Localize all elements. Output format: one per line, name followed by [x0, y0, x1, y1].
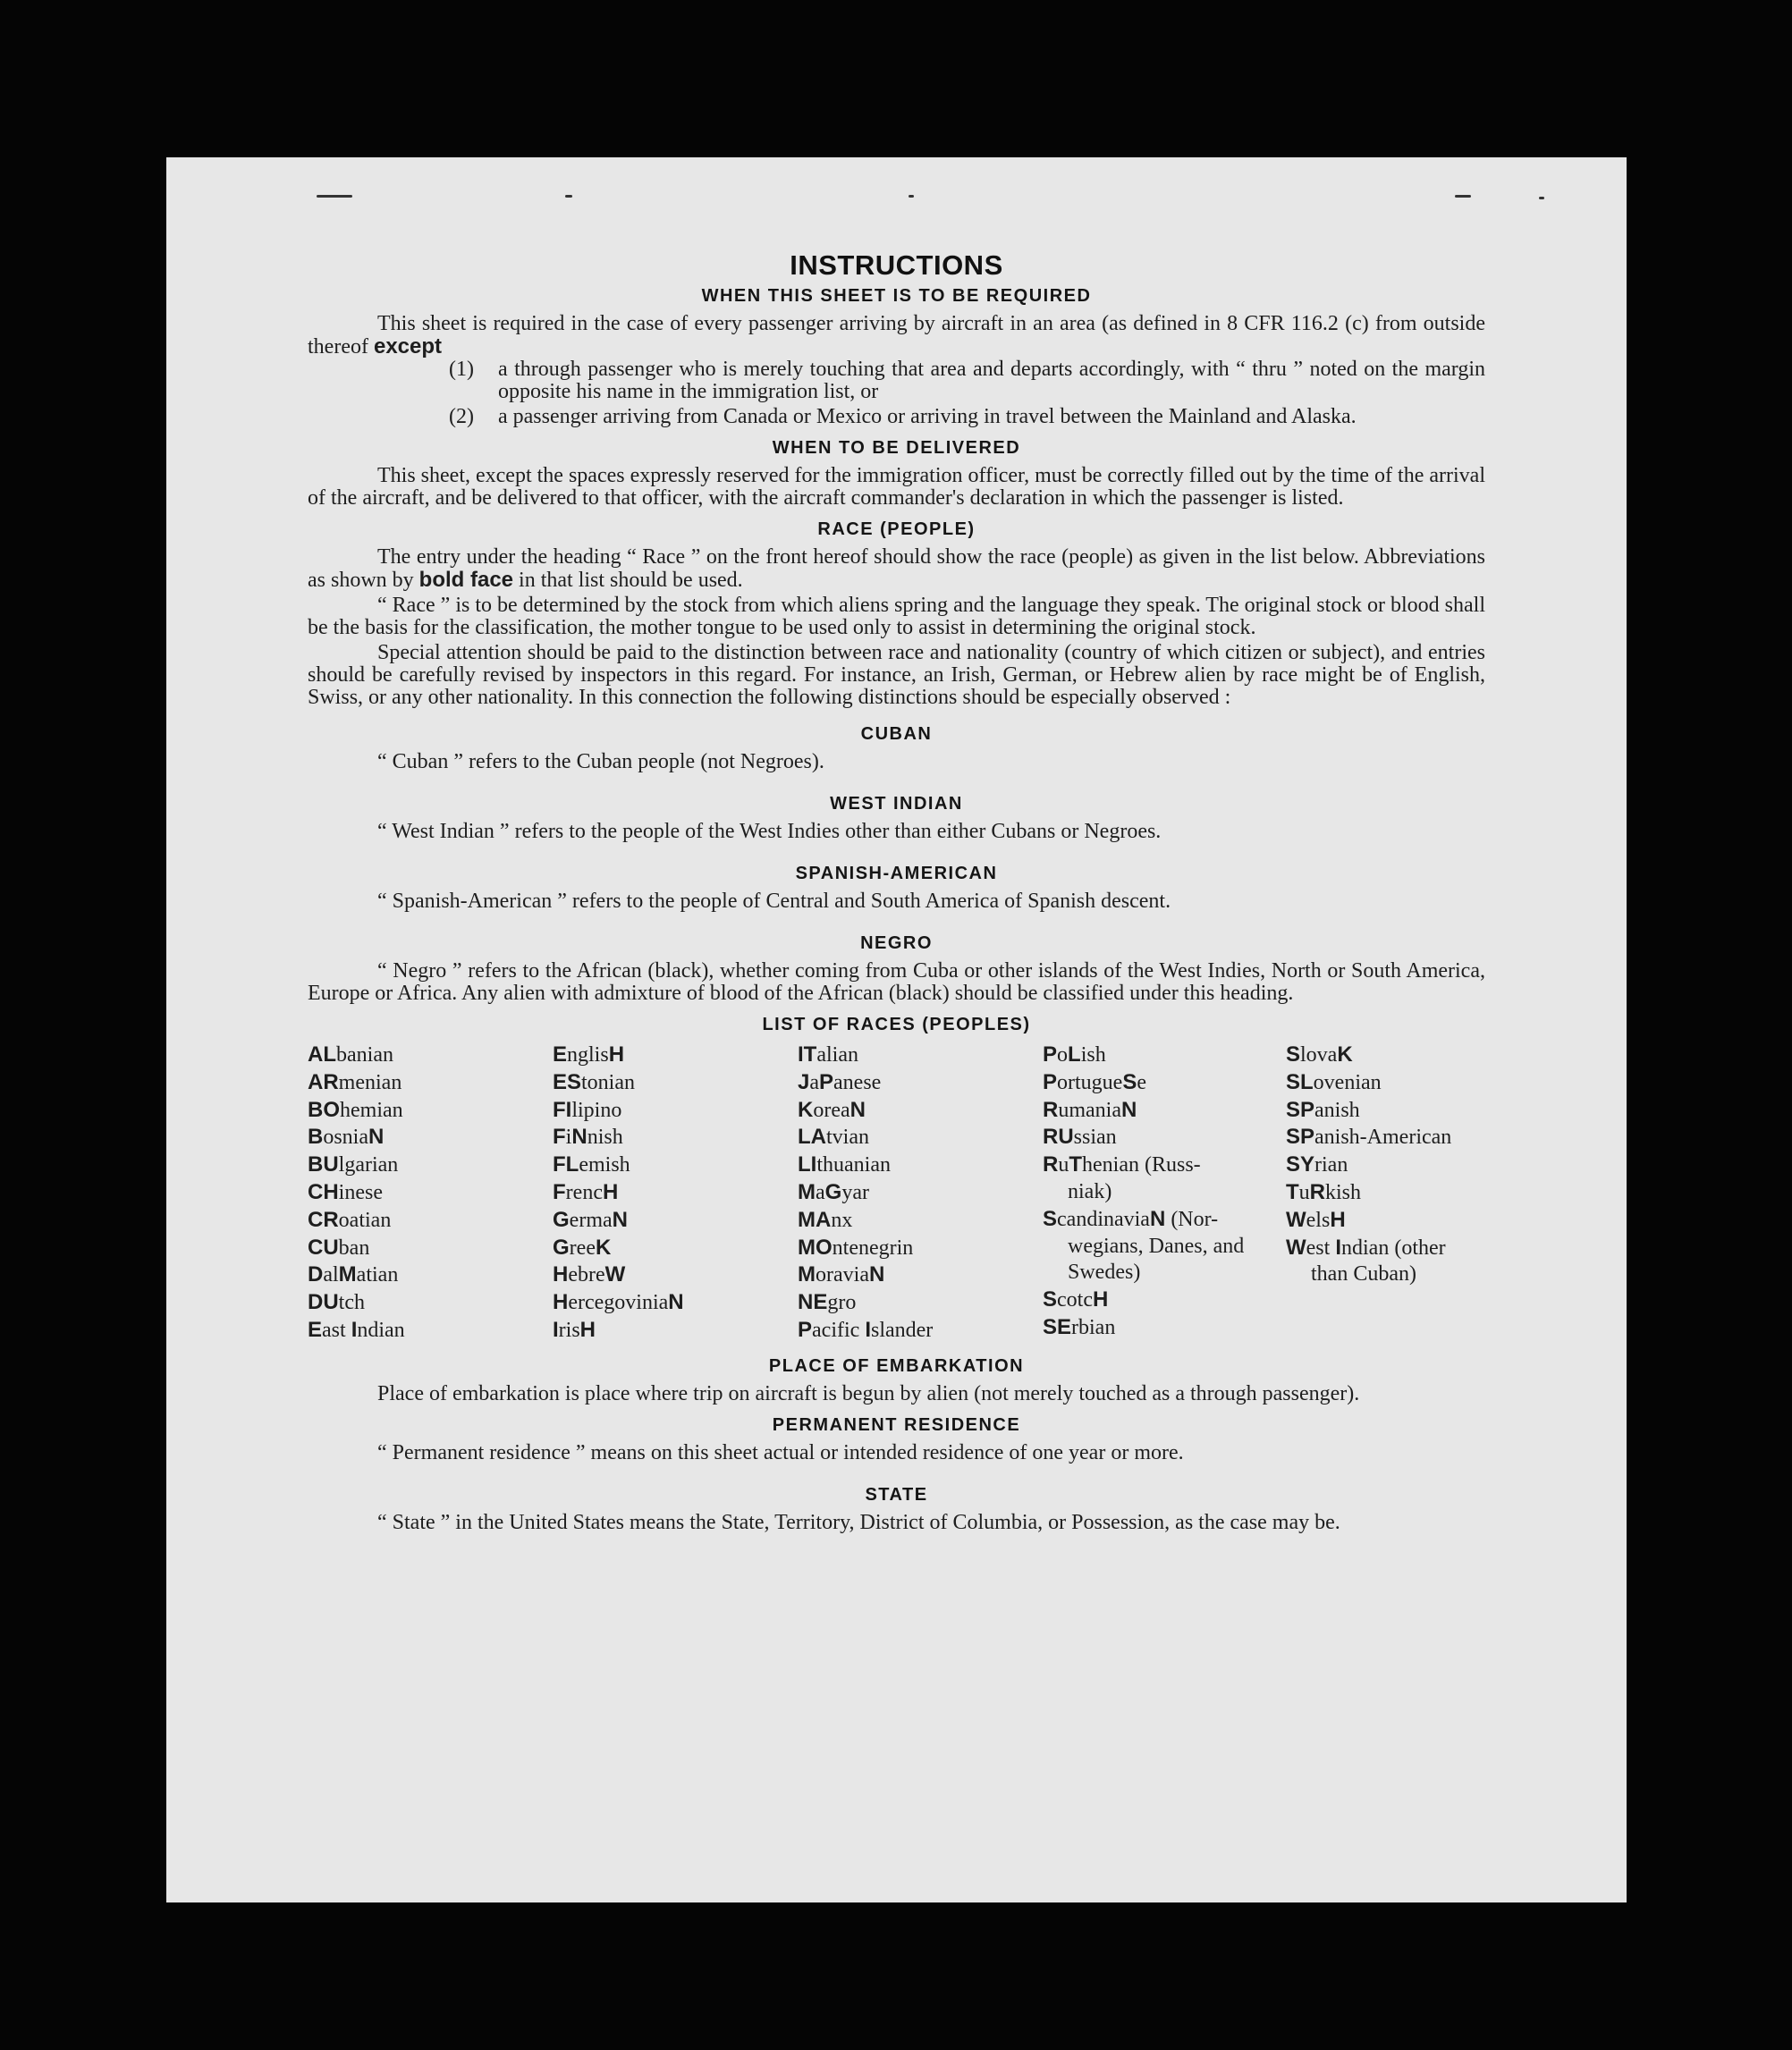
race-entry — [1043, 1287, 1286, 1314]
exception-1 — [449, 359, 1485, 403]
race-abbreviation: B — [308, 1125, 324, 1150]
race-text: o — [1057, 1043, 1069, 1067]
race-entry — [798, 1069, 1043, 1097]
race-text: nglis — [567, 1043, 609, 1067]
race-paragraph-3: Special attention should be paid to the distinction between race and nationality (country of which citizen or subject), and entries should be carefully revised by inspectors in this regard. For instance, an Irish, German, or Hebrew alien by race might be of English, Swiss, or any other nationality. In this connection the following distinctions should be especially observed : — [308, 641, 1485, 709]
race-abbreviation: M — [338, 1262, 357, 1287]
race-text: ebre — [568, 1263, 605, 1287]
race-abbreviation: N — [668, 1290, 684, 1315]
west-indian-text: “ West Indian ” refers to the people of the West Indies other than either Cubans or Negroes. — [377, 820, 1162, 843]
race-abbreviation: ES — [553, 1069, 582, 1094]
race-entry — [1043, 1206, 1286, 1287]
race-entry — [553, 1317, 798, 1345]
heading-embarkation: PLACE OF EMBARKATION — [768, 1355, 1025, 1376]
race-abbreviation: K — [798, 1097, 814, 1122]
race-text: oravia — [816, 1263, 869, 1287]
races-column — [798, 1042, 1043, 1345]
race-entry — [308, 1124, 553, 1152]
race-text: osnia — [323, 1126, 369, 1150]
race-paragraph-2: “ Race ” is to be determined by the stock from which aliens spring and the language they speak. The original stock or blood shall be the basis for the classification, the mother tongue to be used only to assist in determining the original stock. — [308, 594, 1485, 639]
race-text: lova — [1300, 1043, 1338, 1067]
race-text: emish — [579, 1153, 630, 1177]
race-abbreviation: I — [865, 1317, 871, 1342]
race-abbreviation: LI — [798, 1152, 817, 1177]
state-text: “ State ” in the United States means the State, Territory, District of Columbia, or Possession, as the case may be. — [377, 1510, 1340, 1534]
race-abbreviation: W — [1286, 1235, 1306, 1260]
race-text: atian — [356, 1263, 399, 1287]
heading-spanish-american: SPANISH-AMERICAN — [795, 864, 998, 883]
race-abbreviation: S — [1043, 1206, 1058, 1231]
race-text: ndian (other — [1341, 1236, 1446, 1260]
except-bold: except — [373, 334, 443, 359]
race-abbreviation: P — [798, 1317, 813, 1342]
race-text: ndian — [357, 1318, 405, 1342]
heading-cuban: CUBAN — [860, 724, 933, 744]
race-abbreviation: D — [308, 1262, 324, 1287]
heading-list-of-races: LIST OF RACES (PEOPLES) — [762, 1015, 1031, 1034]
race-entry — [308, 1042, 553, 1069]
race-abbreviation: G — [553, 1235, 570, 1260]
races-column — [1043, 1042, 1286, 1345]
race-entry — [308, 1179, 553, 1207]
race-abbreviation: BO — [308, 1097, 340, 1122]
race-text: ish — [1080, 1043, 1106, 1067]
race-text: hemian — [340, 1098, 403, 1122]
race-abbreviation: K — [1337, 1042, 1353, 1067]
race-abbreviation: W — [1286, 1207, 1306, 1232]
race-bold-face: bold face — [418, 568, 514, 592]
race-text: cotc — [1057, 1288, 1093, 1312]
race-entry — [1286, 1042, 1486, 1069]
race-entry-continuation: niak) — [1068, 1179, 1112, 1203]
heading-permanent-residence: PERMANENT RESIDENCE — [772, 1414, 1021, 1435]
race-abbreviation: I — [351, 1317, 358, 1342]
race-entry — [553, 1124, 798, 1152]
races-list — [308, 1042, 1485, 1345]
race-abbreviation: SY — [1286, 1152, 1315, 1177]
race-entry — [798, 1235, 1043, 1262]
races-column — [553, 1042, 798, 1345]
race-entry — [308, 1235, 553, 1262]
page-title: INSTRUCTIONS — [790, 249, 1003, 281]
race-text: lipino — [571, 1098, 622, 1122]
race-abbreviation: R — [1043, 1152, 1059, 1177]
race-entry-continuation: than Cuban) — [1311, 1262, 1416, 1287]
race-text: ban — [338, 1236, 370, 1260]
race-entry — [1286, 1124, 1486, 1152]
race-text: a — [809, 1070, 820, 1094]
race-entry — [553, 1069, 798, 1097]
race-text: e — [1137, 1070, 1146, 1094]
race-text: oatian — [338, 1208, 392, 1232]
race-abbreviation: MO — [798, 1235, 833, 1260]
race-text: menian — [338, 1070, 402, 1094]
race-abbreviation: T — [1286, 1179, 1299, 1204]
race-entry — [798, 1317, 1043, 1345]
race-abbreviation: AR — [308, 1069, 339, 1094]
race-entry — [308, 1097, 553, 1125]
race-text: est — [1306, 1236, 1336, 1260]
race-abbreviation: N — [1149, 1206, 1166, 1231]
heading-race: RACE (PEOPLE) — [817, 519, 976, 539]
race-text: rian — [1314, 1153, 1348, 1177]
heading-when-required: WHEN THIS SHEET IS TO BE REQUIRED — [701, 286, 1092, 306]
race-abbreviation: G — [553, 1207, 570, 1232]
race-abbreviation: IT — [798, 1042, 817, 1067]
race-entry — [1286, 1069, 1486, 1097]
race-text: acific — [812, 1318, 866, 1342]
exception-2-text: a passenger arriving from Canada or Mexico or arriving in travel between the Mainland and Alaska. — [498, 405, 1357, 428]
race-abbreviation: J — [798, 1069, 810, 1094]
required-intro — [308, 313, 1485, 359]
race-entry — [798, 1042, 1043, 1069]
race-text: anish-American — [1314, 1126, 1452, 1150]
race-text: nx — [831, 1208, 853, 1232]
race-text: erma — [569, 1208, 613, 1232]
race-text: a — [816, 1180, 825, 1204]
race-abbreviation: N — [571, 1125, 587, 1150]
race-entry — [308, 1289, 553, 1317]
race-text: ree — [569, 1236, 596, 1260]
race-abbreviation: I — [1335, 1235, 1341, 1260]
race-text: al — [323, 1263, 339, 1287]
race-text: ast — [322, 1318, 351, 1342]
exception-2 — [449, 406, 1485, 428]
required-intro-text: This sheet is required in the case of every passenger arriving by aircraft in an area (as defined in 8 CFR 116.2 (c) from outside thereof — [308, 312, 1485, 359]
race-abbreviation: BU — [308, 1152, 339, 1177]
race-abbreviation: G — [824, 1179, 842, 1204]
race-text: tonian — [581, 1070, 636, 1094]
race-abbreviation: E — [553, 1042, 568, 1067]
race-abbreviation: I — [553, 1317, 559, 1342]
race-text: anish — [1314, 1098, 1360, 1122]
race-entry — [1043, 1069, 1286, 1097]
race-text: thuanian — [816, 1153, 891, 1177]
race-abbreviation: N — [612, 1207, 628, 1232]
race-entry — [1286, 1207, 1486, 1235]
race-abbreviation: T — [1069, 1152, 1083, 1177]
embarkation-text: Place of embarkation is place where trip on aircraft is begun by alien (not merely touched as a through passenger). — [377, 1381, 1360, 1405]
race-text: ssian — [1073, 1126, 1117, 1150]
race-entry — [308, 1069, 553, 1097]
cuban-text: “ Cuban ” refers to the Cuban people (not Negroes). — [377, 750, 824, 773]
race-text: gro — [827, 1291, 857, 1315]
residence-text: “ Permanent residence ” means on this sheet actual or intended residence of one year or more. — [377, 1440, 1184, 1464]
race-entry — [1286, 1097, 1486, 1125]
instruction-sheet — [166, 157, 1627, 1902]
race-abbreviation: R — [1043, 1097, 1059, 1122]
race-entry — [308, 1317, 553, 1345]
race-abbreviation: FL — [553, 1152, 579, 1177]
race-text: ortugue — [1057, 1070, 1123, 1094]
race-abbreviation: CU — [308, 1235, 339, 1260]
race-text: kish — [1325, 1180, 1362, 1204]
race-text: inese — [338, 1180, 383, 1204]
race-text: (Nor- — [1165, 1207, 1219, 1231]
race-entry — [798, 1179, 1043, 1207]
race-abbreviation: S — [1043, 1287, 1058, 1312]
race-abbreviation: AL — [308, 1042, 336, 1067]
race-abbreviation: H — [579, 1317, 596, 1342]
scan-speck — [909, 195, 914, 198]
race-paragraph-1 — [308, 546, 1485, 592]
race-entry — [553, 1042, 798, 1069]
race-abbreviation: K — [595, 1235, 612, 1260]
race-abbreviation: F — [553, 1125, 566, 1150]
race-abbreviation: DU — [308, 1290, 339, 1315]
race-text: umania — [1058, 1098, 1121, 1122]
heading-state: STATE — [865, 1484, 928, 1505]
race-text: slander — [870, 1318, 934, 1342]
race-entry — [308, 1207, 553, 1235]
race-text: tch — [338, 1291, 365, 1315]
race-abbreviation: H — [602, 1179, 619, 1204]
race-text: u — [1058, 1153, 1069, 1177]
negro-text: “ Negro ” refers to the African (black), whether coming from Cuba or other islands of the West Indies, North or South America, Europe or Africa. Any alien with admixture of blood of the African (black) should be classified under this heading. — [308, 959, 1485, 1005]
race-abbreviation: SP — [1286, 1125, 1315, 1150]
race-text: alian — [816, 1043, 858, 1067]
race-abbreviation: N — [850, 1097, 866, 1122]
race-text: i — [565, 1126, 572, 1150]
race-abbreviation: LA — [798, 1125, 826, 1150]
exception-1-number: (1) — [449, 358, 474, 381]
race-abbreviation: N — [368, 1125, 385, 1150]
race-abbreviation: H — [553, 1290, 569, 1315]
race-abbreviation: S — [1286, 1042, 1301, 1067]
race-entry — [553, 1097, 798, 1125]
race-abbreviation: L — [1068, 1042, 1081, 1067]
race-abbreviation: N — [868, 1262, 885, 1287]
race-text: lgarian — [338, 1153, 399, 1177]
race-entry — [553, 1207, 798, 1235]
race-text: ercegovinia — [568, 1291, 669, 1315]
race-abbreviation: H — [1330, 1207, 1346, 1232]
races-column — [308, 1042, 553, 1345]
race-entry-continuation: wegians, Danes, and Swedes) — [1068, 1234, 1245, 1285]
race-abbreviation: M — [798, 1179, 816, 1204]
race-entry — [553, 1152, 798, 1179]
race-abbreviation: SP — [1286, 1097, 1315, 1122]
race-entry — [1043, 1124, 1286, 1152]
race-text: banian — [336, 1043, 393, 1067]
scan-speck — [1455, 195, 1471, 198]
race-entry — [798, 1261, 1043, 1289]
race-abbreviation: P — [1043, 1069, 1058, 1094]
race-text: candinavia — [1057, 1207, 1150, 1231]
race-abbreviation: SE — [1043, 1314, 1072, 1339]
race-entry — [798, 1289, 1043, 1317]
scan-speck — [565, 195, 572, 198]
delivered-text: This sheet, except the spaces expressly reserved for the immigration officer, must be correctly filled out by the time of the arrival of the aircraft, and be delivered to that officer, with the aircraft commander's declaration in which the passenger is listed. — [308, 464, 1485, 510]
race-abbreviation: N — [1120, 1097, 1137, 1122]
spanish-american-text: “ Spanish-American ” refers to the people of Central and South America of Spanish descent. — [377, 890, 1171, 913]
race-abbreviation: CH — [308, 1179, 339, 1204]
scan-speck — [1539, 197, 1544, 199]
race-text: orea — [813, 1098, 850, 1122]
race-text: u — [1298, 1180, 1310, 1204]
race-entry — [1286, 1152, 1486, 1179]
race-entry — [1043, 1152, 1286, 1206]
race-abbreviation: W — [604, 1262, 626, 1287]
race-entry — [798, 1207, 1043, 1235]
race-entry — [798, 1124, 1043, 1152]
race-abbreviation: MA — [798, 1207, 832, 1232]
heading-negro: NEGRO — [860, 933, 933, 953]
exception-2-number: (2) — [449, 405, 474, 428]
race-entry — [1043, 1097, 1286, 1125]
race-entry — [553, 1289, 798, 1317]
race-abbreviation: F — [553, 1179, 566, 1204]
race-text: henian (Russ- — [1082, 1153, 1201, 1177]
race-abbreviation: P — [1043, 1042, 1058, 1067]
race-entry — [1043, 1314, 1286, 1342]
exception-1-text: a through passenger who is merely touching that area and departs accordingly, with “ thru ” noted on the margin opposite his name in the immigration list, or — [498, 358, 1485, 403]
race-abbreviation: SL — [1286, 1069, 1314, 1094]
races-column — [1286, 1042, 1486, 1345]
race-abbreviation: H — [1093, 1287, 1109, 1312]
race-abbreviation: RU — [1043, 1125, 1074, 1150]
race-entry — [798, 1097, 1043, 1125]
race-abbreviation: S — [1122, 1069, 1137, 1094]
race-abbreviation: M — [798, 1262, 816, 1287]
race-abbreviation: NE — [798, 1290, 828, 1315]
race-entry — [798, 1152, 1043, 1179]
race-p1-text-b: in that list should be used. — [519, 569, 743, 592]
race-entry — [553, 1235, 798, 1262]
race-text: ntenegrin — [832, 1236, 914, 1260]
race-entry — [1043, 1042, 1286, 1069]
race-text: rbian — [1071, 1315, 1116, 1339]
race-entry — [308, 1261, 553, 1289]
race-p1-text-a: The entry under the heading “ Race ” on the front hereof should show the race (people) as given in the list below. Abbreviations as shown by — [308, 545, 1485, 592]
race-abbreviation: H — [553, 1262, 569, 1287]
race-entry — [308, 1152, 553, 1179]
race-abbreviation: FI — [553, 1097, 572, 1122]
race-entry — [1286, 1179, 1486, 1207]
heading-west-indian: WEST INDIAN — [830, 794, 963, 814]
race-text: nish — [587, 1126, 623, 1150]
race-text: ovenian — [1313, 1070, 1382, 1094]
race-entry — [1286, 1235, 1486, 1289]
race-text: yar — [841, 1180, 869, 1204]
race-text: ris — [558, 1318, 580, 1342]
race-entry — [553, 1261, 798, 1289]
race-abbreviation: P — [819, 1069, 834, 1094]
race-text: anese — [833, 1070, 882, 1094]
race-entry — [553, 1179, 798, 1207]
scan-speck — [317, 195, 352, 198]
race-abbreviation: E — [308, 1317, 323, 1342]
race-text: tvian — [826, 1126, 869, 1150]
race-abbreviation: H — [608, 1042, 625, 1067]
race-text: renc — [565, 1180, 603, 1204]
heading-when-delivered: WHEN TO BE DELIVERED — [772, 438, 1021, 458]
race-text: els — [1306, 1208, 1331, 1232]
race-abbreviation: R — [1309, 1179, 1326, 1204]
race-abbreviation: CR — [308, 1207, 339, 1232]
